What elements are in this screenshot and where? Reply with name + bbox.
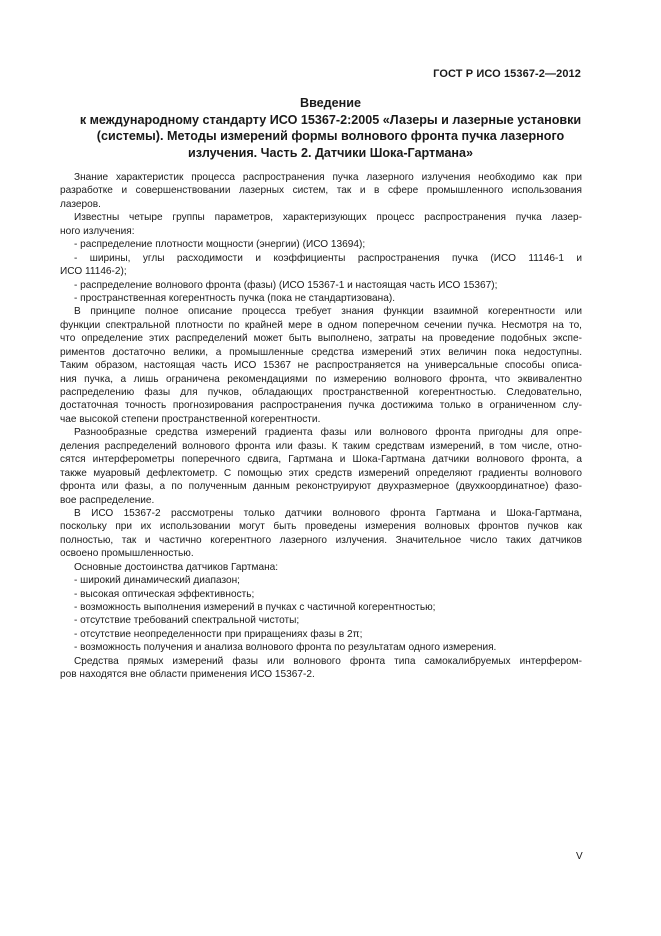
document-code-header: ГОСТ Р ИСО 15367-2—2012 <box>433 68 581 80</box>
list-item: - пространственная когерентность пучка (пока не стандартизована). <box>74 292 396 304</box>
body-line: Известны четыре группы параметров, характеризующих процесс распространения пучка лазер- <box>74 212 582 224</box>
body-line: распределению фазы для пучков, обладающих пространственной когерентностью. Следовательно, <box>60 387 582 398</box>
body-line: ного излучения: <box>60 225 135 237</box>
list-item: - возможность выполнения измерений в пучках с частичной когерентностью; <box>74 602 436 613</box>
body-line: ИСО 11146-2); <box>60 266 127 278</box>
body-line: Таким образом, настоящая часть ИСО 15367 не распространяется на универсальные способы описа- <box>60 360 582 372</box>
body-line: деления распределений волнового фронта или фазы. К таким средствам измерений, в том числе, отно- <box>60 440 582 452</box>
title-line: (системы). Методы измерений формы волнового фронта пучка лазерного <box>96 129 565 143</box>
list-item: - распределение волнового фронта (фазы) (ИСО 15367-1 и настоящая часть ИСО 15367); <box>74 279 498 291</box>
page-number: V <box>576 851 583 862</box>
list-item: - возможность получения и анализа волнового фронта по результатам одного измерения. <box>74 642 497 654</box>
body-line: вое распределение. <box>60 494 155 506</box>
list-item: - отсутствие требований спектральной чистоты; <box>74 615 300 627</box>
body-line: Разнообразные средства измерений градиента фазы или волнового фронта пригодны для опре- <box>74 427 582 439</box>
body-line: Знание характеристик процесса распространения пучка лазерного излучения необходимо как при <box>74 172 582 183</box>
body-line: поскольку при их использовании могут быть проведены измерения волновых фронтов пучков как <box>60 521 582 533</box>
body-line: функции спектральной плотности по крайней мере в одном поперечном сечении пучка. Несмотря на то, <box>60 319 582 331</box>
introduction-body <box>60 171 582 682</box>
list-item: - ширины, углы расходимости и коэффициенты распространения пучка (ИСО 11146-1 и <box>74 252 582 264</box>
title-line: Введение <box>299 96 362 110</box>
list-item: - широкий динамический диапазон; <box>74 575 240 587</box>
body-line: достаточная точность прогнозирования распространения пучка достижима только в ограниченном слу- <box>60 400 582 412</box>
body-line: В принципе полное описание процесса требует знания функции взаимной когерентности или <box>74 306 582 318</box>
list-item: - отсутствие неопределенности при приращениях фазы в 2π; <box>74 628 363 640</box>
body-line: чае высокой степени пространственной когерентности. <box>60 413 321 425</box>
list-item: - распределение плотности мощности (энергии) (ИСО 13694); <box>74 239 366 251</box>
body-line: ния пучка, а лишь ограничена рекомендациями по измерению волнового фронта, что эквивалентно <box>60 373 582 385</box>
introduction-title <box>60 95 601 161</box>
body-line: освоено промышленностью. <box>60 548 194 560</box>
body-line: риментов достаточно велики, а промышленные средства измерений этих величин пока недоступны. <box>60 346 582 358</box>
body-line: фронта или фазы, а по полученным данным реконструируют двухразмерное (двухкоординатное) фазо- <box>60 481 582 493</box>
title-line: излучения. Часть 2. Датчики Шока-Гартмана» <box>188 145 473 160</box>
body-line: разработке и совершенствовании лазерных систем, так и в сфере промышленного использования <box>60 185 582 197</box>
body-line: сятся интерферометры поперечного сдвига, Гартмана и Шока-Гартмана датчики волнового фронта, а <box>60 454 582 466</box>
title-line: к международному стандарту ИСО 15367-2:2005 «Лазеры и лазерные установки <box>79 112 582 127</box>
body-line: лазеров. <box>60 198 101 210</box>
body-line: Основные достоинства датчиков Гартмана: <box>74 561 279 573</box>
body-line: Средства прямых измерений фазы или волнового фронта типа самокалибруемых интерфером- <box>74 655 582 667</box>
body-line: что определение этих распределений может быть выполнено, затраты на проведение подобных экспе- <box>60 333 582 345</box>
body-line: также муаровый дефлектометр. С помощью этих средств измерений определяют градиенты волнового <box>60 467 582 479</box>
body-line: ров находятся вне области применения ИСО 15367-2. <box>60 669 315 681</box>
list-item: - высокая оптическая эффективность; <box>74 588 255 600</box>
body-line: полностью, так и частично когерентного лазерного излучения. Значительное число таких датчиков <box>60 534 582 546</box>
body-line: В ИСО 15367-2 рассмотрены только датчики волнового фронта Гартмана и Шока-Гартмана, <box>74 507 582 519</box>
